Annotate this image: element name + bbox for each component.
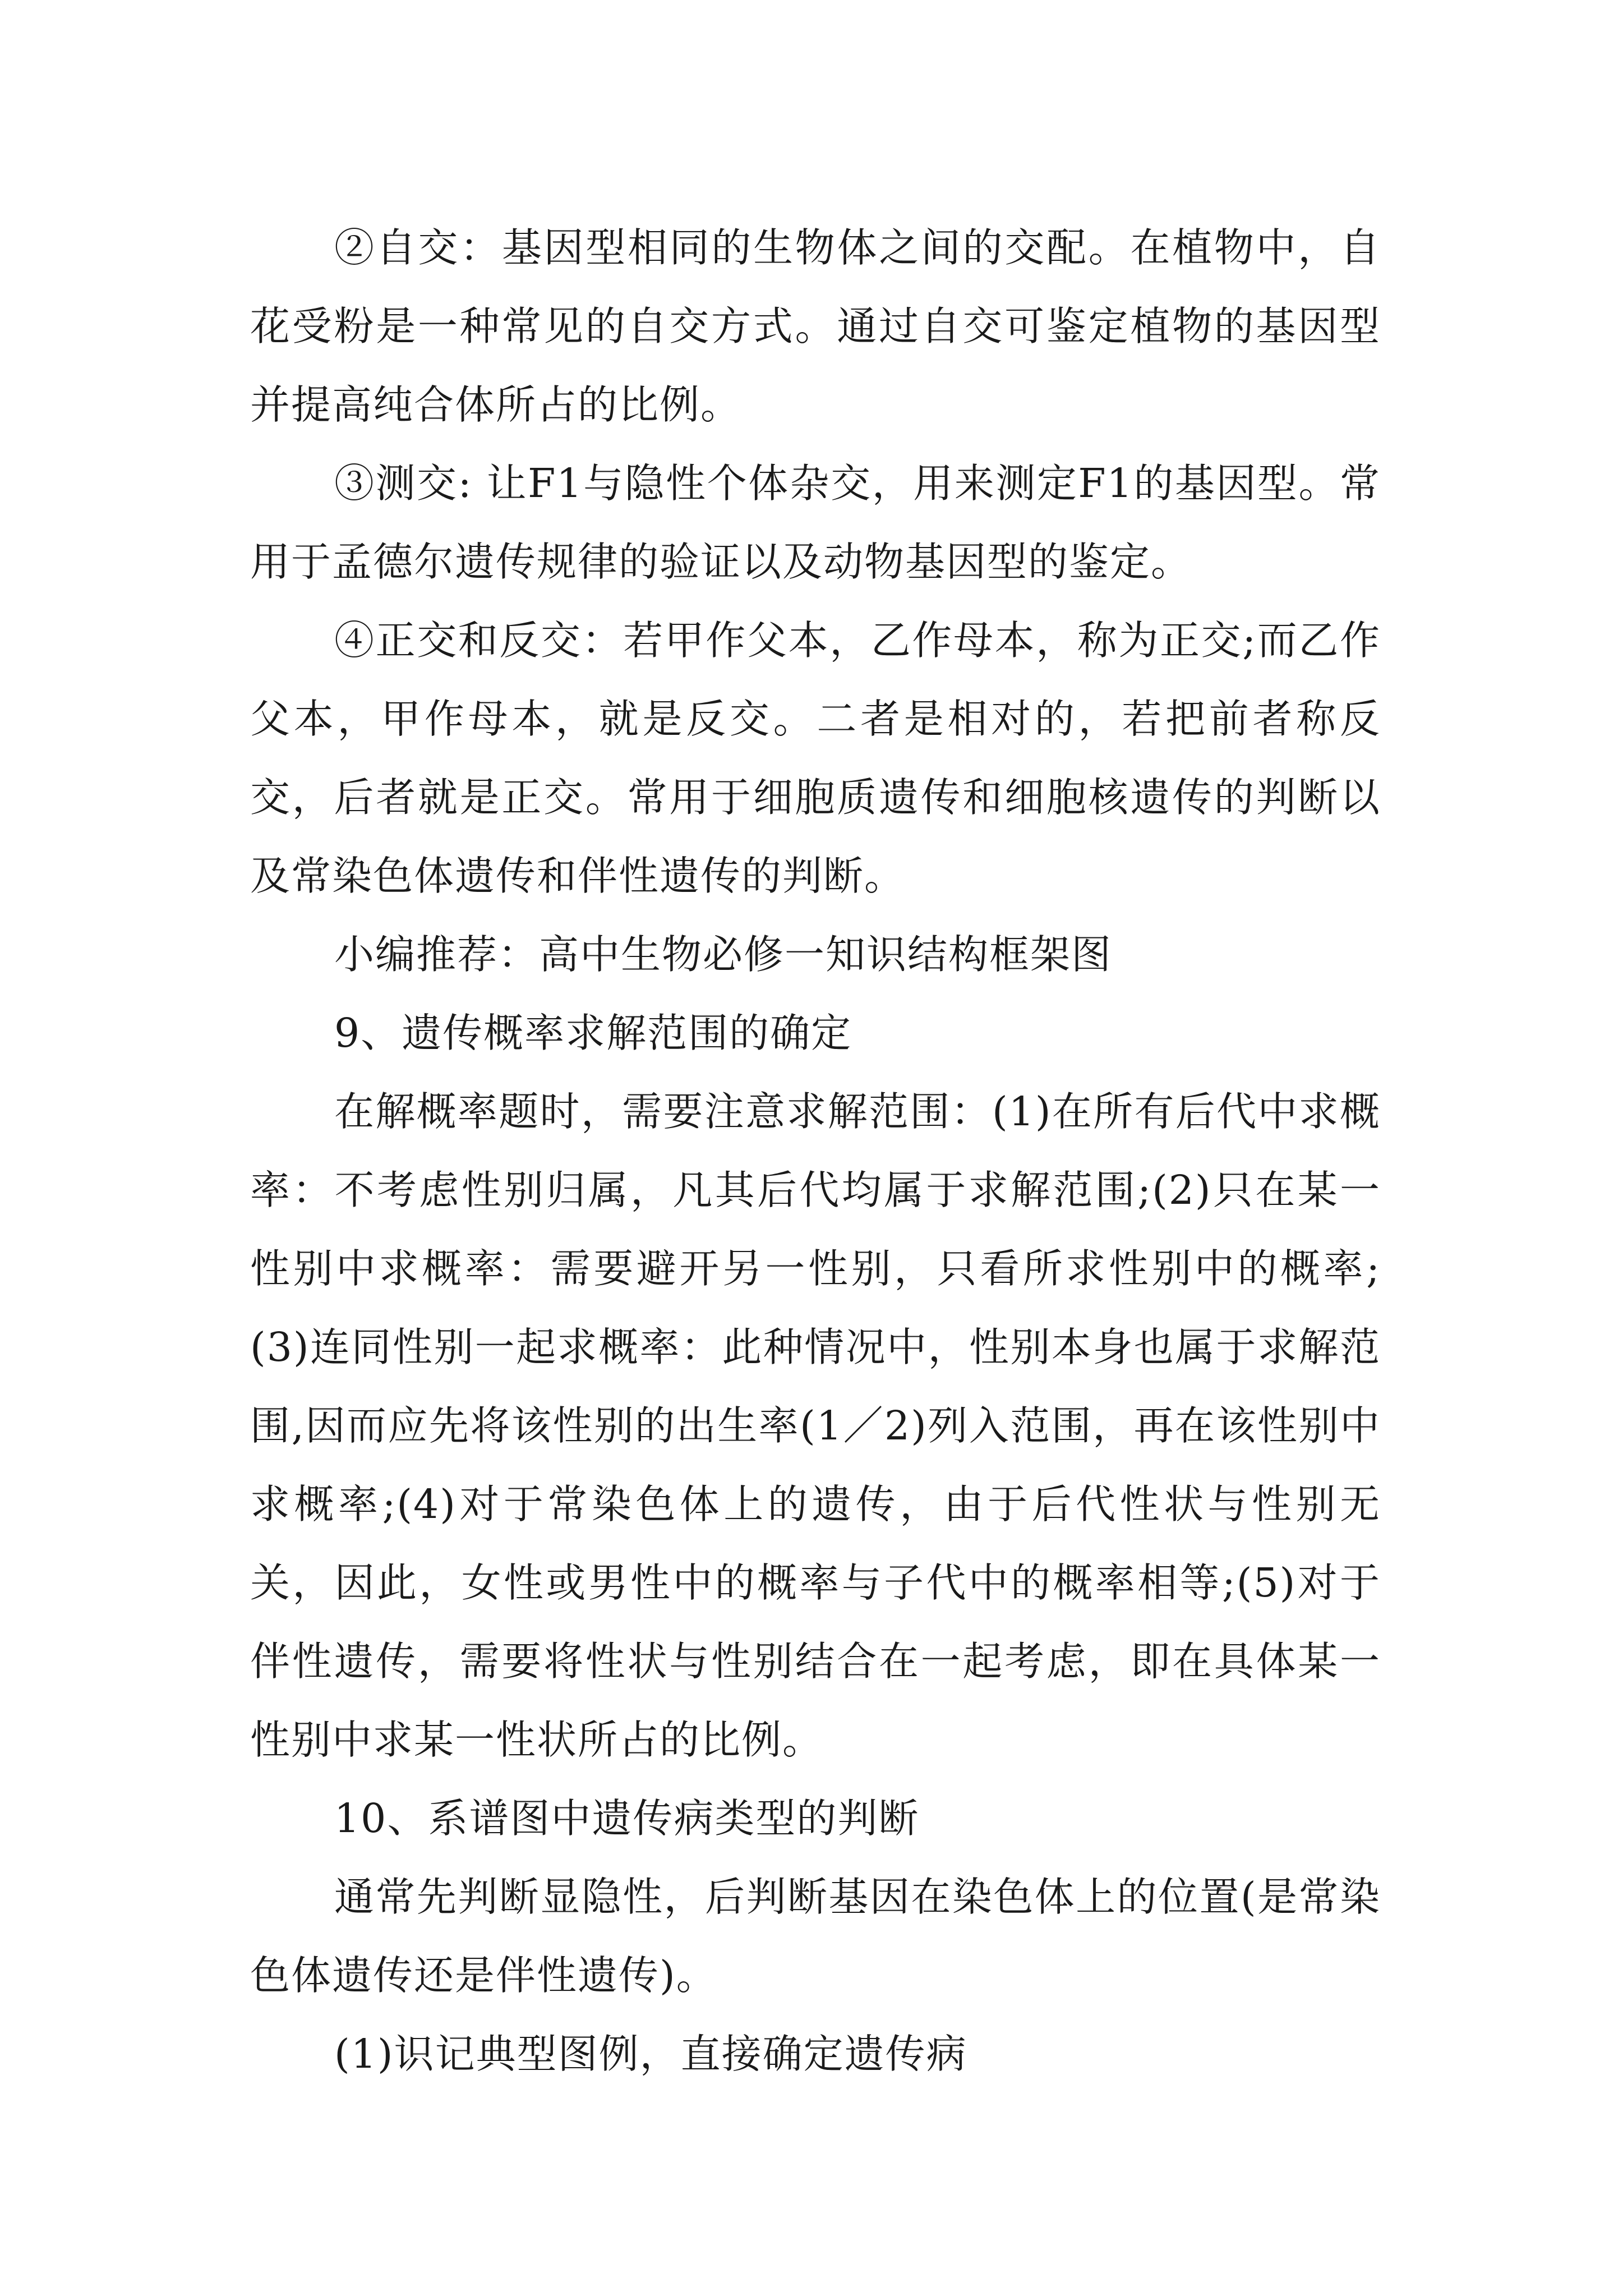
paragraph-reciprocal-cross: ④正交和反交：若甲作父本，乙作母本，称为正交;而乙作父本，甲作母本，就是反交。二者是相对的，若把前者称反交，后者就是正交。常用于细胞质遗传和细胞核遗传的判断以及常染色体遗传和伴性遗传的判断。: [250, 617, 1381, 899]
section-heading-10: 10、系谱图中遗传病类型的判断: [334, 1795, 920, 1842]
document-body: [250, 209, 1381, 2093]
paragraph-selfing: ②自交：基因型相同的生物体之间的交配。在植物中，自花受粉是一种常见的自交方式。通过自交可鉴定植物的基因型并提高纯合体所占的比例。: [250, 224, 1381, 428]
paragraph-recommendation: 小编推荐：高中生物必修一知识结构框架图: [334, 931, 1113, 978]
paragraph-typical-examples: (1)识记典型图例，直接确定遗传病: [334, 2031, 967, 2077]
paragraph-pedigree-intro: 通常先判断显隐性，后判断基因在染色体上的位置(是常染色体遗传还是伴性遗传)。: [250, 1874, 1381, 1999]
section-heading-9: 9、遗传概率求解范围的确定: [334, 1010, 852, 1056]
paragraph-probability-range: 在解概率题时，需要注意求解范围：(1)在所有后代中求概率：不考虑性别归属，凡其后代均属于求解范围;(2)只在某一性别中求概率：需要避开另一性别，只看所求性别中的概率;(3)连同性别一起求概率：此种情况中，性别本身也属于求解范围,因而应先将该性别的出生率(1／2)列入范围，再在该性别中求概率;(4)对于常染色体上的遗传，由于后代性状与性别无关，因此，女性或男性中的概率与子代中的概率相等;(5)对于伴性遗传，需要将性状与性别结合在一起考虑，即在具体某一性别中求某一性状所占的比例。: [250, 1088, 1381, 1763]
paragraph-testcross: ③测交: 让F1与隐性个体杂交，用来测定F1的基因型。常用于孟德尔遗传规律的验证以及动物基因型的鉴定。: [250, 460, 1381, 585]
